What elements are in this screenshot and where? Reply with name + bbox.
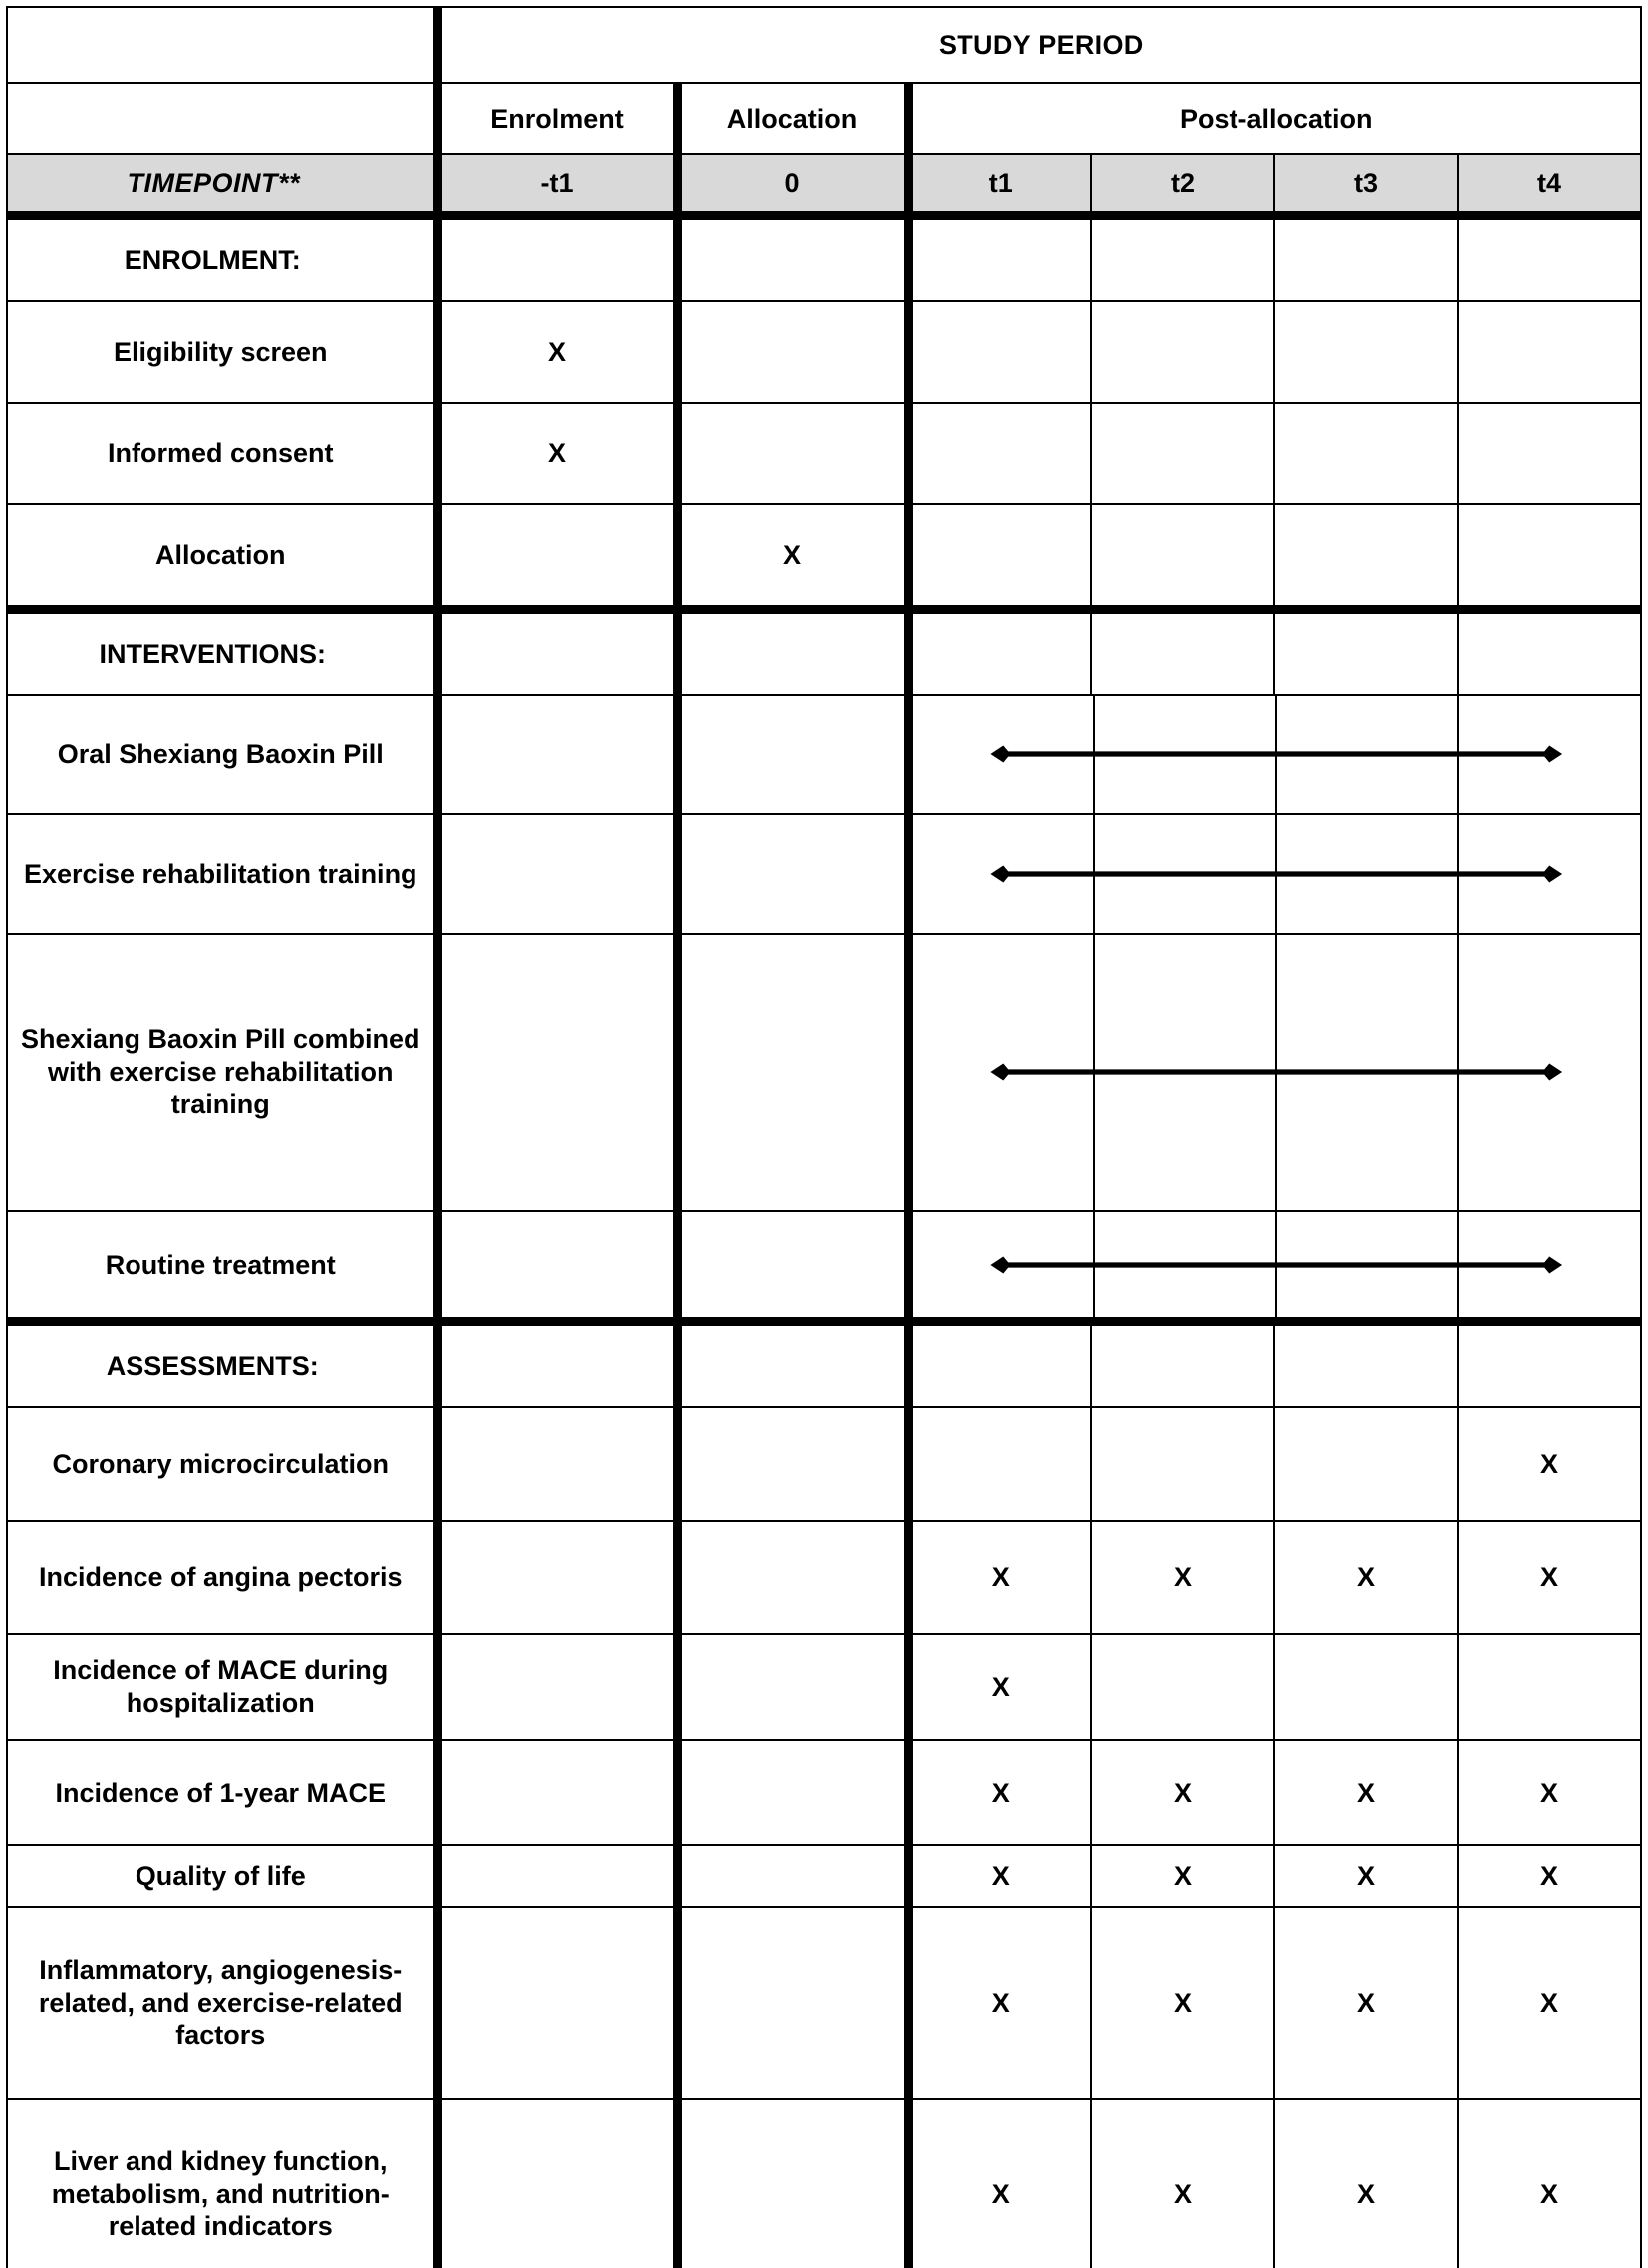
header-row-phases <box>7 83 1641 154</box>
row-label: Exercise rehabilitation training <box>7 814 437 934</box>
cell-empty <box>1091 301 1274 403</box>
section-heading-blank-cell <box>1458 610 1641 696</box>
timepoint-label: TIMEPOINT** <box>7 154 437 216</box>
cell-mark: X <box>1091 1845 1274 1907</box>
cell-mark: X <box>908 1634 1091 1740</box>
table-row <box>7 695 1641 814</box>
section-heading-blank-cell <box>1091 1322 1274 1408</box>
row-label: Shexiang Baoxin Pill combined with exercise rehabilitation training <box>7 934 437 1211</box>
cell-empty <box>437 1740 677 1845</box>
cell-empty <box>437 814 677 934</box>
cell-empty <box>437 1845 677 1907</box>
intervention-arrow-cell <box>908 934 1641 1211</box>
row-label: Informed consent <box>7 403 437 504</box>
header-phase-allocation: Allocation <box>677 83 908 154</box>
timepoint-t2: t2 <box>1091 154 1274 216</box>
arrow-container <box>913 696 1641 813</box>
cell-mark: X <box>1091 1907 1274 2099</box>
row-label: Allocation <box>7 504 437 610</box>
cell-empty <box>677 1521 908 1634</box>
cell-empty <box>677 2099 908 2268</box>
table-row <box>7 2099 1641 2268</box>
row-label: Incidence of angina pectoris <box>7 1521 437 1634</box>
cell-mark: X <box>1458 1740 1641 1845</box>
section-heading-blank-cell <box>908 1322 1091 1408</box>
section-heading-blank-cell <box>677 610 908 696</box>
cell-empty <box>1458 504 1641 610</box>
cell-empty <box>677 301 908 403</box>
cell-empty <box>1091 1407 1274 1521</box>
cell-empty <box>1274 1407 1458 1521</box>
cell-empty <box>437 1634 677 1740</box>
header-corner-cell <box>7 7 437 83</box>
row-label: Incidence of MACE during hospitalization <box>7 1634 437 1740</box>
cell-mark: X <box>1274 1907 1458 2099</box>
row-label: Quality of life <box>7 1845 437 1907</box>
table-row <box>7 1407 1641 1521</box>
section-heading-blank-cell <box>677 1322 908 1408</box>
header-phase-blank <box>7 83 437 154</box>
section-heading-blank-cell <box>1458 1322 1641 1408</box>
arrow-container <box>913 1212 1641 1317</box>
intervention-duration-arrow <box>913 741 1641 767</box>
cell-empty <box>1274 504 1458 610</box>
section-heading-blank-cell <box>437 216 677 302</box>
cell-empty <box>1091 1634 1274 1740</box>
cell-mark: X <box>437 403 677 504</box>
intervention-duration-arrow <box>913 861 1641 887</box>
cell-empty <box>677 1907 908 2099</box>
section-heading-blank-cell <box>1274 216 1458 302</box>
cell-empty <box>1274 1634 1458 1740</box>
section-heading-assessments: ASSESSMENTS: <box>7 1322 437 1408</box>
intervention-arrow-cell <box>908 695 1641 814</box>
cell-empty <box>1458 1634 1641 1740</box>
section-heading-blank-cell <box>1458 216 1641 302</box>
header-phase-enrolment: Enrolment <box>437 83 677 154</box>
cell-empty <box>908 1407 1091 1521</box>
header-row-study-period <box>7 7 1641 83</box>
section-heading-interventions: INTERVENTIONS: <box>7 610 437 696</box>
row-label: Incidence of 1-year MACE <box>7 1740 437 1845</box>
header-phase-post-allocation: Post-allocation <box>908 83 1641 154</box>
cell-empty <box>437 695 677 814</box>
cell-mark: X <box>908 1845 1091 1907</box>
table-row <box>7 1907 1641 2099</box>
table-row <box>7 814 1641 934</box>
cell-empty <box>437 934 677 1211</box>
timepoint-t3: t3 <box>1274 154 1458 216</box>
section-heading-blank-cell <box>908 216 1091 302</box>
cell-empty <box>908 504 1091 610</box>
table-row <box>7 1845 1641 1907</box>
row-label: Eligibility screen <box>7 301 437 403</box>
section-heading-blank-cell <box>1091 610 1274 696</box>
spirit-schedule-table <box>6 6 1642 2268</box>
cell-empty <box>677 814 908 934</box>
cell-empty <box>437 2099 677 2268</box>
cell-mark: X <box>1274 1845 1458 1907</box>
cell-mark: X <box>1091 1521 1274 1634</box>
cell-mark: X <box>908 1521 1091 1634</box>
table-row <box>7 403 1641 504</box>
cell-empty <box>1458 301 1641 403</box>
intervention-duration-arrow <box>913 1252 1641 1277</box>
cell-empty <box>437 504 677 610</box>
cell-empty <box>1458 403 1641 504</box>
section-heading-row-enrolment <box>7 216 1641 302</box>
section-heading-blank-cell <box>1274 1322 1458 1408</box>
study-period-header: STUDY PERIOD <box>437 7 1641 83</box>
section-heading-row-assessments <box>7 1322 1641 1408</box>
section-heading-blank-cell <box>908 610 1091 696</box>
cell-empty <box>1274 403 1458 504</box>
timepoint-0: 0 <box>677 154 908 216</box>
cell-empty <box>437 1407 677 1521</box>
cell-mark: X <box>1274 2099 1458 2268</box>
intervention-arrow-cell <box>908 814 1641 934</box>
timepoint-t4: t4 <box>1458 154 1641 216</box>
cell-empty <box>1091 403 1274 504</box>
arrow-container <box>913 815 1641 933</box>
row-label: Routine treatment <box>7 1211 437 1322</box>
timepoint-t1: -t1 <box>437 154 677 216</box>
table-row <box>7 1740 1641 1845</box>
section-heading-blank-cell <box>1091 216 1274 302</box>
row-label: Coronary microcirculation <box>7 1407 437 1521</box>
cell-mark: X <box>1274 1521 1458 1634</box>
cell-empty <box>437 1521 677 1634</box>
section-heading-blank-cell <box>677 216 908 302</box>
cell-empty <box>437 1211 677 1322</box>
arrow-container <box>913 935 1641 1210</box>
cell-empty <box>677 695 908 814</box>
cell-mark: X <box>437 301 677 403</box>
row-label: Inflammatory, angiogenesis-related, and exercise-related factors <box>7 1907 437 2099</box>
table-row <box>7 301 1641 403</box>
timepoint-t1: t1 <box>908 154 1091 216</box>
cell-mark: X <box>908 2099 1091 2268</box>
table-row <box>7 1521 1641 1634</box>
cell-mark: X <box>908 1907 1091 2099</box>
section-heading-row-interventions <box>7 610 1641 696</box>
table-row <box>7 504 1641 610</box>
cell-mark: X <box>1091 2099 1274 2268</box>
cell-empty <box>677 403 908 504</box>
cell-mark: X <box>1458 1521 1641 1634</box>
section-heading-blank-cell <box>437 1322 677 1408</box>
cell-empty <box>1091 504 1274 610</box>
cell-mark: X <box>1458 1845 1641 1907</box>
cell-empty <box>677 1740 908 1845</box>
row-label: Oral Shexiang Baoxin Pill <box>7 695 437 814</box>
cell-empty <box>1274 301 1458 403</box>
cell-empty <box>677 1845 908 1907</box>
cell-mark: X <box>1091 1740 1274 1845</box>
table-row <box>7 1634 1641 1740</box>
cell-empty <box>908 403 1091 504</box>
section-heading-enrolment: ENROLMENT: <box>7 216 437 302</box>
cell-mark: X <box>1458 1407 1641 1521</box>
cell-empty <box>908 301 1091 403</box>
cell-mark: X <box>677 504 908 610</box>
cell-empty <box>677 934 908 1211</box>
cell-empty <box>677 1634 908 1740</box>
cell-empty <box>677 1407 908 1521</box>
cell-mark: X <box>1458 1907 1641 2099</box>
table-row <box>7 934 1641 1211</box>
row-label: Liver and kidney function, metabolism, and nutrition-related indicators <box>7 2099 437 2268</box>
intervention-duration-arrow <box>913 1059 1641 1085</box>
cell-mark: X <box>908 1740 1091 1845</box>
header-row-timepoint <box>7 154 1641 216</box>
section-heading-blank-cell <box>1274 610 1458 696</box>
section-heading-blank-cell <box>437 610 677 696</box>
cell-mark: X <box>1458 2099 1641 2268</box>
intervention-arrow-cell <box>908 1211 1641 1322</box>
cell-empty <box>437 1907 677 2099</box>
cell-empty <box>677 1211 908 1322</box>
cell-mark: X <box>1274 1740 1458 1845</box>
table-row <box>7 1211 1641 1322</box>
